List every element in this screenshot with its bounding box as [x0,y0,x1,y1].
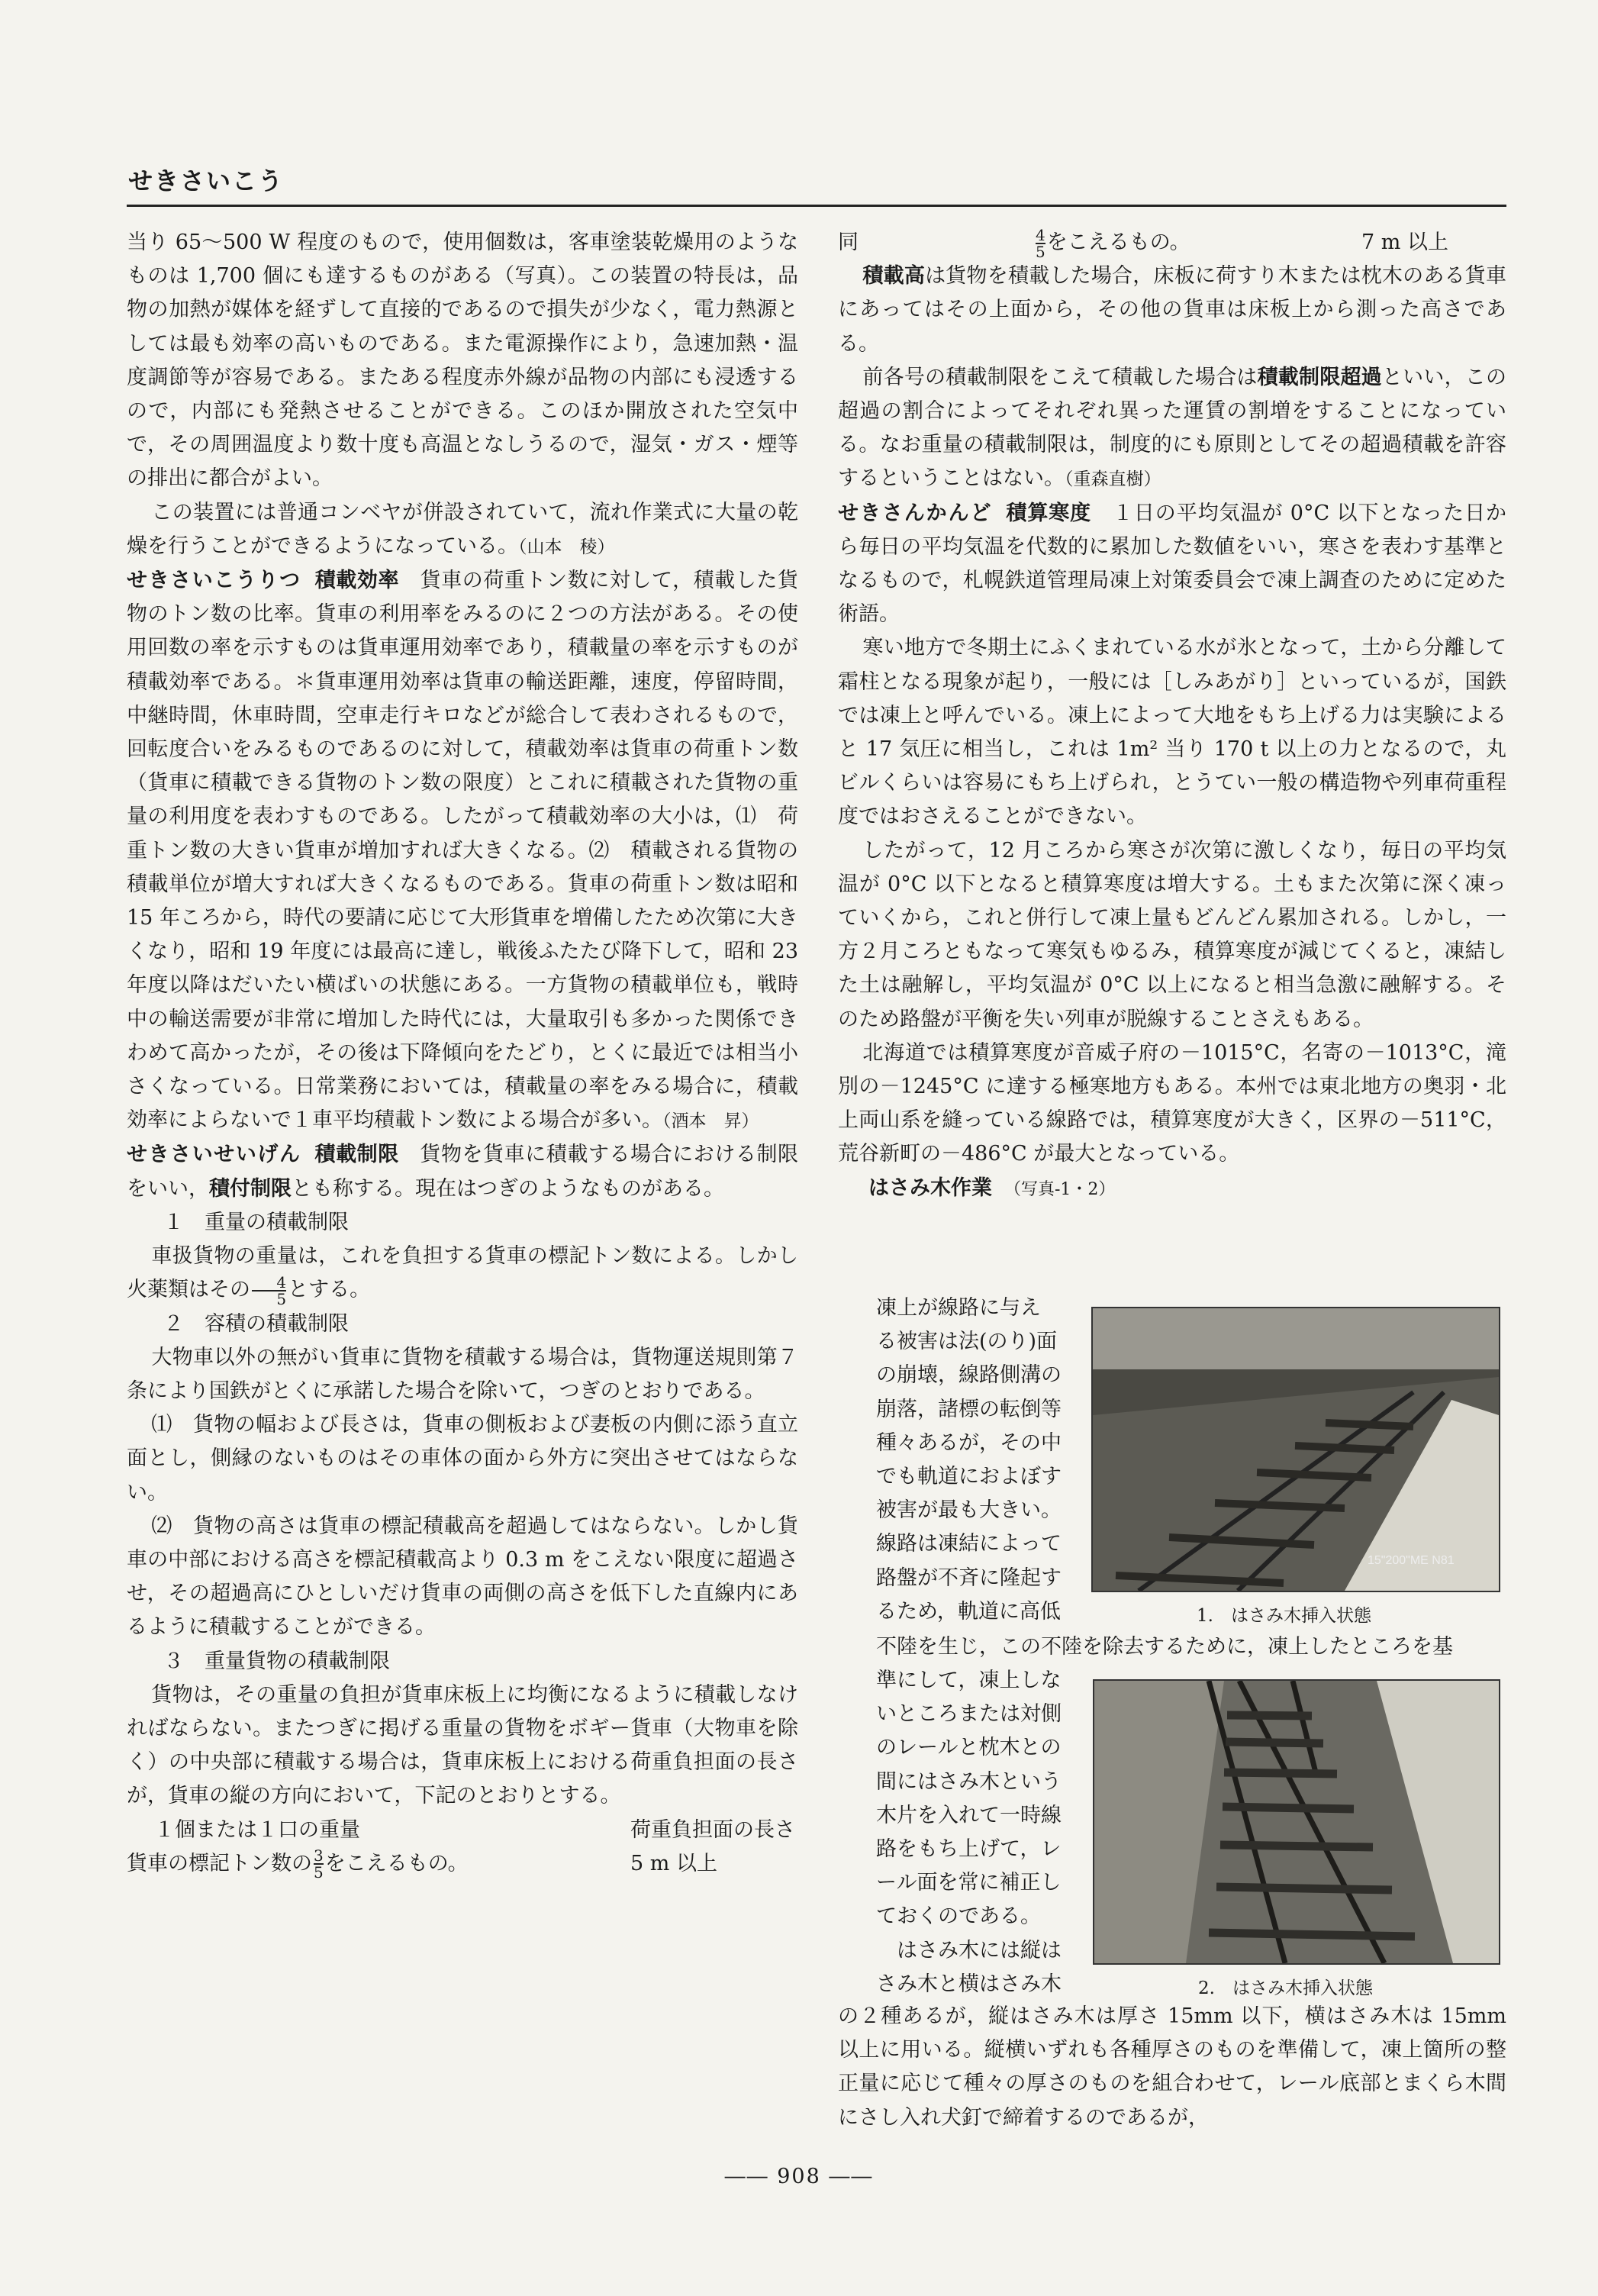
railway-track-photo-icon [1094,1681,1499,1963]
paragraph: 当り 65～500 W 程度のもので，使用個数は，客車塗装乾燥用のようなものは 1,700 個にも達するものがある（写真）。この装置の特長は，品物の加熱が媒体を経ずして直接的であるので損失が少なく，電力熱源としては最も効率の高いものである。また電源操作により，急速加熱・温度調節等が容易である。またある程度赤外線が品物の内部にも浸透するので，内部にも発熱させることができる。このほか開放された空気中で，その周囲温度より数十度も高温となしうるので，湿気・ガス・煙等の排出に都合がよい。 [127,231,798,491]
photo-track-insertion-2 [1093,1679,1500,1965]
table-row: 貨車の標記トン数の $\frac{3}{5}$ をこえるもの。 5 m 以上 [127,1846,717,1882]
paragraph: 寒い地方で冬期土にふくまれている水が氷となって，土から分離して霜柱となる現象が起り，一般には［しみあがり］といっているが，国鉄では凍上と呼んでいる。凍上によって大地をもち上げる力は実験によると 17 気圧に相当し，これは 1m² 当り 170 t 以上の力となるので，丸ビルくらいは容易にもち上げられ，とうてい一般の構造物や列車荷重程度ではおさえることができない。 [838,636,1506,829]
left-column [127,226,798,1881]
paragraph: 大物車以外の無がい貨車に貨物を積載する場合は，貨物運送規則第７条により国鉄がとくに承諾した場合を除いて，つぎのとおりである。 [127,1345,798,1403]
entry-sekisankando: せきさんかんど 積算寒度 １日の平均気温が 0°C 以下となった日から毎日の平均気温を代数的に累加した数値をいい，寒さを表わす基準となるもので，札幌鉄道管理局凍上対策委員会で凍上調査のために定めた術語。 [838,501,1507,627]
term: 積算寒度 [1006,501,1092,525]
page-number: ―― 908 ―― [724,2165,874,2188]
paragraph: したがって，12 月ころから寒さが次第に激しくなり，毎日の平均気温が 0°C 以下となると積算寒度は増大する。土もまた次第に深く凍っていくから，これと併行して凍上量もどんどん累加される。しかし，一方２月ころともなって寒気もゆるみ，積算寒度が減じてくると，凍結した土は融解し，平均気温が 0°C 以上になると相当急激に融解する。そのため路盤が平衡を失い列車が脱線することさえもある。 [838,838,1506,1031]
railway-track-photo-icon [1093,1308,1499,1591]
term: 積載効率 [314,569,400,593]
paragraph: 前各号の積載制限をこえて積載した場合は積載制限超過といい，この超過の割合によってそれぞれ異った運賃の割増をすることになっている。なお重量の積載制限は，制度的にも原則としてその超過積載を許容するということはない。（重森直樹） [838,365,1507,491]
fraction: $\frac{3}{5}$ [314,1846,324,1882]
table-row: 同 $\frac{4}{5}$ をこえるもの。 7 m 以上 [838,225,1448,261]
signature: （酒本 昇） [662,1111,759,1132]
section-heading: ２ 容積の積載制限 [163,1311,349,1336]
entry-sekisaiseigen: せきさいせいげん 積載制限 貨物を貨車に積載する場合における制限をいい，積付制限とも称する。現在はつぎのようなものがある。 [127,1143,799,1201]
svg-text:15"200"ME N81: 15"200"ME N81 [1368,1554,1455,1567]
narrow-text-2: 準にして，凍上しな いところまたは対側 のレールと枕木との 間にはさみ木という 木片を入れて一時線 路をもち上げて，レ ール面を常に補正し ておくのである。 はさみ木には縦は さみ木と横はさみ木 [876,1669,1062,1996]
headword: せきさいせいげん [127,1143,301,1167]
headword: せきさいこうりつ [127,569,301,593]
signature: （重森直樹） [1065,469,1161,490]
subheading: はさみ木作業 （写真-1・2） [868,1175,1116,1200]
paragraph: 積載高は貨物を積載した場合，床板に荷すり木または枕木のある貨車にあってはその上面から，その他の貨車は床板上から測った高さである。 [838,264,1507,356]
headword: せきさんかんど [838,501,993,525]
table-header-row: １個または１口の重量 荷重負担面の長さ [154,1817,795,1842]
header-rule [127,205,1506,207]
narrow-text-1: 凍上が線路に与え る被害は法(のり)面 の崩壊，線路側溝の 崩落，諸標の転倒等 種々あるが，その中 でも軌道におよぼす 被害が最も大きい。 線路は凍結によって 路盤が不斉に隆起す るため，軌道に高低 [876,1296,1062,1624]
paragraph: 北海道では積算寒度が音威子府の－1015°C，名寄の－1013°C，滝別の－1245°C に達する極寒地方もある。本州では東北地方の奥羽・北上両山系を縫っている線路では，積算寒度が大きく，区界の－511°C，荒谷新町の－486°C が最大となっている。 [838,1040,1506,1166]
entry-sekisaikouritsu: せきさいこうりつ 積載効率 貨車の荷重トン数に対して，積載した貨物のトン数の比率。貨車の利用率をみるのに２つの方法がある。その使用回数の率を示すものは貨車運用効率であり，積載量の率を示すものが積載効率である。＊貨車運用効率は貨車の輸送距離，速度，停留時間，中継時間，休車時間，空車走行キロなどが総合して表わされるもので，回転度合いをみるものであるのに対して，積載効率は貨車の荷重トン数（貨車に積載できる貨物のトン数の限度）とこれに積載された貨物の重量の利用度を表わすものである。したがって積載効率の大小は，⑴ 荷重トン数の大きい貨車が増加すれば大きくなる。⑵ 積載される貨物の積載単位が増大すれば大きくなるものである。貨車の荷重トン数は昭和 15 年ころから，時代の要請に応じて大形貨車を増備したため次第に大きくなり，昭和 19 年度には最高に達し，戦後ふたたび降下して，昭和 23 年度以降はだいたい横ばいの状態にある。一方貨物の積載単位も，戦時中の輸送需要が非常に増加した時代には，大量取引も多かった関係できわめて高かったが，その後は下降傾向をたどり，とくに最近では相当小さくなっている。日常業務においては，積載量の率をみる場合に，積載効率によらないで１車平均積載トン数による場合が多い。（酒本 昇） [127,569,799,1133]
paragraph-bottom: の２種あるが，縦はさみ木は厚さ 15mm 以下，横はさみ木は 15mm 以上に用いる。縦横いずれも各種厚さのものを準備して，凍上箇所の整正量に応じて種々の厚さのものを組合わせて，レール底部とまくら木間にさし入れ犬釘で締着するのであるが， [838,2004,1506,2130]
paragraph: 車扱貨物の重量は，これを負担する貨車の標記トン数による。しかし火薬類はその $\frac{4}{5}$ とする。 [127,1244,798,1308]
photo-caption-1: 1. はさみ木挿入状態 [1197,1606,1371,1626]
page-header-title: せきさいこう [128,166,285,195]
fraction: $\frac{4}{5}$ [252,1275,286,1307]
signature: （山本 稜） [518,537,615,557]
fraction: $\frac{4}{5}$ [1036,225,1045,261]
paragraph: ⑵ 貨物の高さは貨車の標記積載高を超過してはならない。しかし貨車の中部における高さを標記積載高より 0.3 m をこえない限度に超過させ，その超過高にひとしいだけ貨車の両側の高さを低下した直線内にあるように積載することができる。 [127,1514,798,1640]
paragraph: この装置には普通コンベヤが併設されていて，流れ作業式に大量の乾燥を行うことができるようになっている。（山本 稜） [127,500,798,558]
photo-caption-2: 2. はさみ木挿入状態 [1198,1978,1373,1998]
term: 積載制限 [314,1143,399,1167]
section-heading: １ 重量の積載制限 [163,1210,349,1234]
paragraph: ⑴ 貨物の幅および長さは，貨車の側板および妻板の内側に添う直立面とし，側縁のないものはその車体の面から外方に突出させてはならない。 [127,1413,798,1504]
paragraph: 貨物は，その重量の負担が貨車床板上に均衡になるように積載しなければならない。またつぎに掲げる重量の貨物をボギー貨車（大物車を除く）の中央部に積載する場合は，貨車床板上における荷重負担面の長さが，貨車の縦の方向において，下記のとおりとする。 [127,1682,798,1808]
right-column [838,226,1506,1207]
section-heading: ３ 重量貨物の積載制限 [163,1649,390,1673]
paragraph-wide: 不陸を生じ，この不陸を除去するために，凍上したところを基 [876,1635,1453,1659]
photo-track-insertion-1 [1091,1307,1500,1592]
